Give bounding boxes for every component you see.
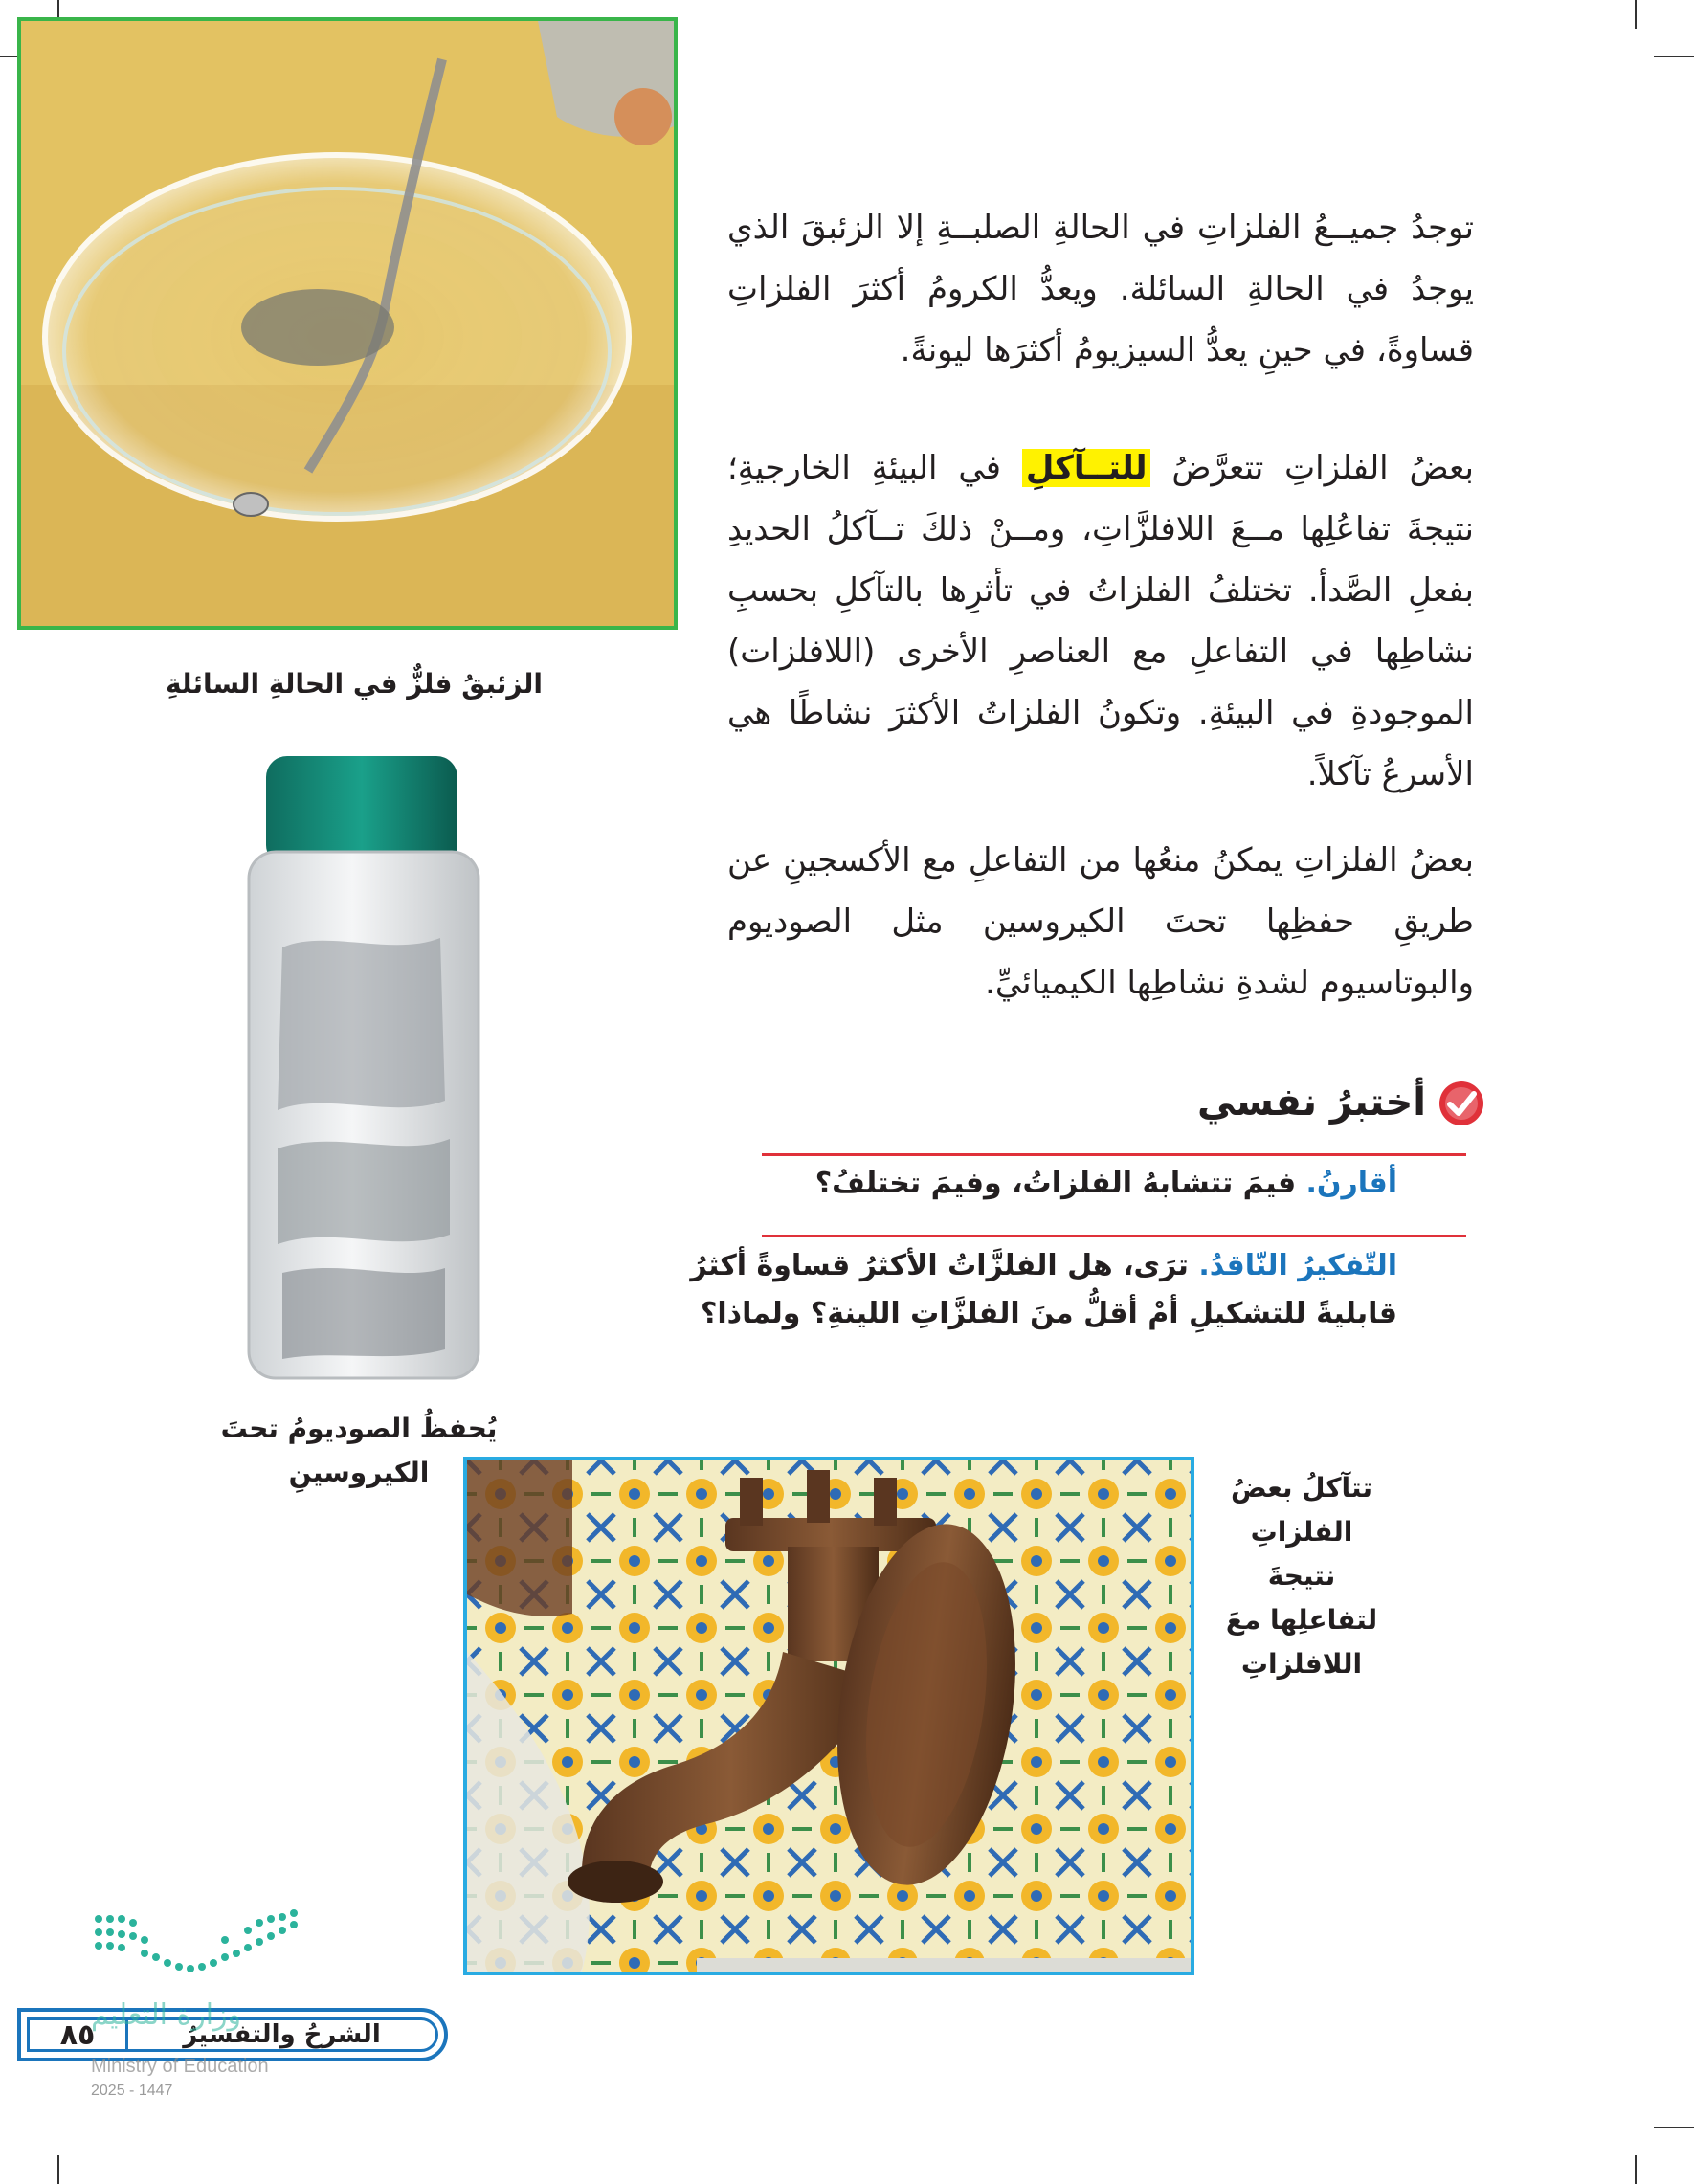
question-compare-lead: أقارنُ.	[1305, 1167, 1397, 1200]
page-number: ٨٥	[59, 2017, 96, 2052]
checkmark-badge-icon	[1438, 1080, 1485, 1127]
ministry-name-ar: وزارة التعليم	[91, 1998, 242, 2032]
question-critical-thinking	[670, 1242, 1397, 1338]
divider-line	[762, 1235, 1466, 1237]
caption-corrosion: تتآكلُ بعضُ الفلزاتِ نتيجةَ لتفاعلِها معَ اللافلزاتِ	[1225, 1472, 1378, 1680]
crop-mark	[1635, 0, 1637, 29]
question-critical-text: ترَى، هل الفلزَّاتُ الأكثرُ قساوةً أكثرُ قابليةً للتشكيلِ أمْ أقلُّ منَ الفلزَّاتِ اللينةِ؟ ولماذا؟	[690, 1249, 1397, 1330]
caption-mercury: الزئبقُ فلزٌّ في الحالةِ السائلةِ	[166, 668, 543, 700]
self-test-title: أختبرُ نفسي	[1197, 1081, 1426, 1125]
crop-mark	[57, 2155, 59, 2184]
edition-year: 2025 - 1447	[91, 2083, 173, 2099]
question-critical-lead: التّفكيرُ النّاقدُ.	[1198, 1249, 1397, 1282]
mercury-photo	[17, 17, 678, 630]
ministry-logo	[91, 1909, 301, 1984]
crop-mark	[1635, 2155, 1637, 2184]
paragraph-corrosion	[727, 437, 1474, 805]
question-compare-text: فيمَ تتشابهُ الفلزاتُ، وفيمَ تختلفُ؟	[814, 1167, 1306, 1200]
mercury-dish-illustration	[21, 21, 674, 626]
key-term-corrosion: للتــآكلِ	[1022, 449, 1151, 487]
sodium-bottle-photo	[239, 737, 488, 1388]
divider-line	[762, 1153, 1466, 1156]
paragraph-mercury-state: توجدُ جميــعُ الفلزاتِ في الحالةِ الصلبــةِ إلا الزئبقَ الذي يوجدُ في الحالةِ السائلة. ويعدُّ الكرومُ أكثرَ الفلزاتِ قساوةً، في حينِ يعدُّ السيزيومُ أكثرَها ليونةً.	[727, 209, 1474, 369]
caption-sodium: يُحفظُ الصوديومُ تحتَ الكيروسينِ	[220, 1413, 498, 1488]
paragraph-kerosene: بعضُ الفلزاتِ يمكنُ منعُها من التفاعلِ مع الأكسجينِ عن طريقِ حفظِها تحتَ الكيروسين مثل الصوديوم والبوتاسيوم لشدةِ نشاطِها الكيميائيِّ.	[727, 841, 1474, 1002]
crop-mark	[1654, 56, 1694, 57]
rusted-faucet-photo	[463, 1457, 1194, 1975]
crop-mark	[1654, 2127, 1694, 2128]
paragraph-corrosion-rest: في البيئةِ الخارجيةِ؛ نتيجةَ تفاعُلِها مــعَ اللافلزَّاتِ، ومــنْ ذلكَ تــآكلُ الحديدِ بفعلِ الصَّدأ. تختلفُ الفلزاتُ في تأثرِها بالتآكلِ بحسبِ نشاطِها في التفاعلِ مع العناصرِ الأخرى (اللافلزات) الموجودةِ في البيئةِ. وتكونُ الفلزاتُ الأكثرَ نشاطًا هي الأسرعُ تآكلاً.	[727, 449, 1474, 793]
ministry-name-en: Ministry of Education	[91, 2056, 269, 2077]
paragraph-corrosion-start: بعضُ الفلزاتِ تتعرَّضُ	[1150, 449, 1474, 487]
section-label: الشرحُ والتفسيرُ	[183, 2020, 381, 2049]
question-compare	[670, 1160, 1397, 1208]
